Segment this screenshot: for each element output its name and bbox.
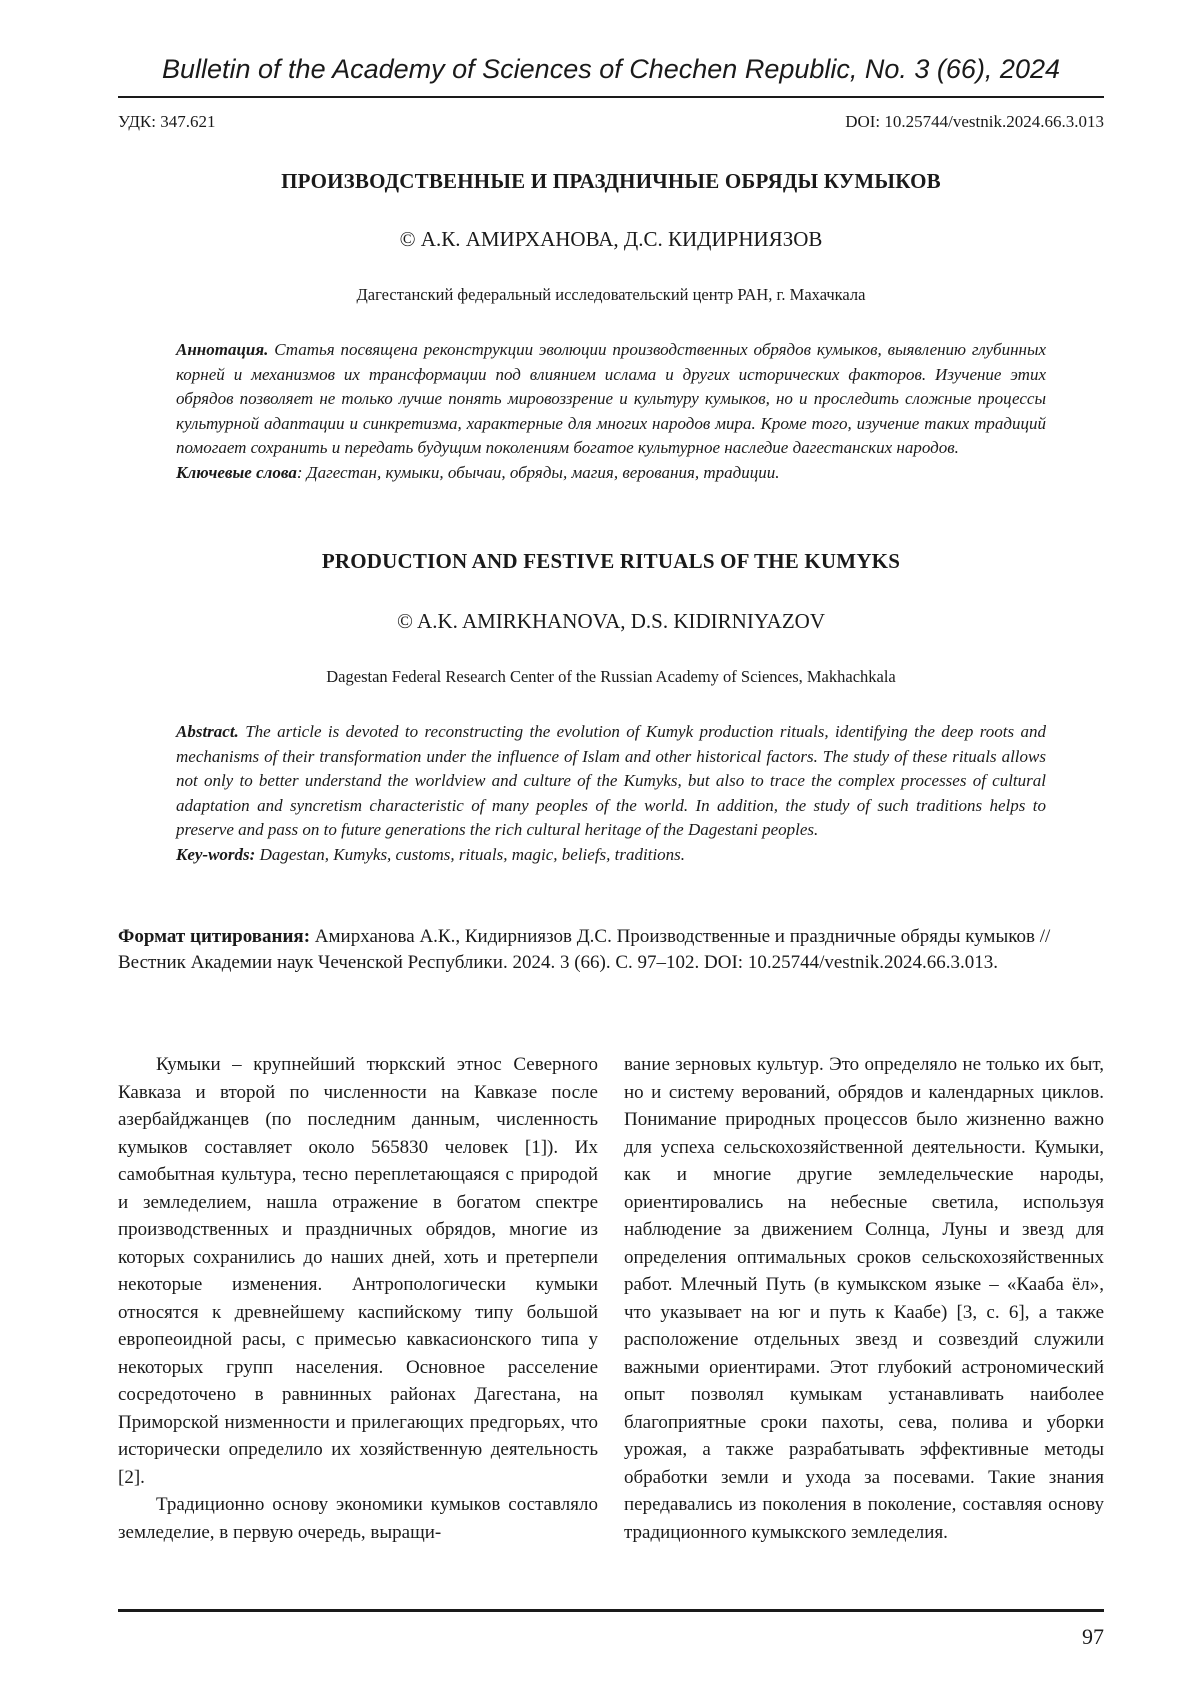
citation-text: Амирханова А.К., Кидирниязов Д.С. Производственные и праздничные обряды кумыков // Вестник Академии наук Чеченской Республики. 2024. 3 (66). С. 97–102. DOI: 10.25744/vestnik.2024.66.3.013.: [118, 926, 1051, 973]
keywords-ru-label: Ключевые слова: [176, 462, 297, 482]
abstract-ru-body: [176, 338, 1046, 461]
authors-ru: © А.К. АМИРХАНОВА, Д.С. КИДИРНИЯЗОВ: [399, 227, 823, 251]
affiliation-ru: Дагестанский федеральный исследовательский центр РАН, г. Махачкала: [356, 285, 866, 304]
authors-en: © A.K. AMIRKHANOVA, D.S. KIDIRNIYAZOV: [397, 609, 825, 633]
title-en: PRODUCTION AND FESTIVE RITUALS OF THE KUMYKS: [321, 549, 901, 573]
title-ru: ПРОИЗВОДСТВЕННЫЕ И ПРАЗДНИЧНЫЕ ОБРЯДЫ КУМЫКОВ: [281, 169, 941, 193]
body-column-right: [624, 1051, 1104, 1546]
body-paragraph: Традиционно основу экономики кумыков составляло земледелие, в первую очередь, выращи-: [118, 1494, 598, 1543]
keywords-en-label: Key-words:: [176, 844, 256, 864]
journal-header: Bulletin of the Academy of Sciences of Chechen Republic, No. 3 (66), 2024: [161, 54, 1060, 84]
doi-link[interactable]: DOI: 10.25744/vestnik.2024.66.3.013: [845, 112, 1104, 131]
page-number: 97: [1082, 1624, 1104, 1649]
header-rule: [118, 96, 1104, 98]
abstract-ru-label: Аннотация.: [176, 340, 269, 359]
abstract-ru: [176, 338, 1046, 485]
abstract-en-body: [176, 720, 1046, 843]
abstract-en: [176, 720, 1046, 867]
udk-code: УДК: 347.621: [118, 112, 216, 131]
body-paragraph: вание зерновых культур. Это определяло не только их быт, но и систему верований, обрядов и календарных циклов. Понимание природных процессов было жизненно важно для успеха сельскохозяйственной деятельности. Кумыки, как и многие другие земледельческие народы, ориентировались на небесные светила, используя наблюдение за движением Солнца, Луны и звезд для определения оптимальных сроков сельскохозяйственных работ. Млечный Путь (в кумыкском языке – «Кааба ёл», что указывает на юг и путь к Каабе) [3, с. 6], а также расположение отдельных звезд и созвездий служили важными ориентирами. Этот глубокий астрономический опыт позволял кумыкам устанавливать наиболее благоприятные сроки пахоты, сева, полива и уборки урожая, а также разрабатывать эффективные методы обработки земли и ухода за посевами. Такие знания передавались из поколения в поколение, составляя основу традиционного кумыкского земледелия.: [624, 1054, 1104, 1543]
keywords-ru-text: : Дагестан, кумыки, обычаи, обряды, магия, верования, традиции.: [296, 462, 780, 482]
abstract-en-text: The article is devoted to reconstructing the evolution of Kumyk production rituals, identifying the deep roots and mechanisms of their transformation under the influence of Islam and other historical factors. The study of these rituals allows not only to better understand the worldview and culture of the Kumyks, but also to trace the complex processes of cultural adaptation and syncretism characteristic of many peoples of the world. In addition, the study of such traditions helps to preserve and pass on to future generations the rich cultural heritage of the Dagestani peoples.: [176, 722, 1046, 839]
citation-label: Формат цитирования:: [118, 926, 311, 947]
body-paragraph: Кумыки – крупнейший тюркский этнос Северного Кавказа и второй по численности на Кавказе после азербайджанцев (по последним данным, численность кумыков составляет около 565830 человек [1]). Их самобытная культура, тесно переплетающаяся с природой и земледелием, нашла отражение в богатом спектре производственных и праздничных обрядов, многие из которых сохранились до наших дней, хоть и претерпели некоторые изменения. Антропологически кумыки относятся к древнейшему каспийскому типу большой европеоидной расы, с примесью кавкасионского типа у некоторых групп населения. Основное расселение сосредоточено в равнинных районах Дагестана, на Приморской низменности и прилегающих предгорьях, что исторически определило их хозяйственную деятельность [2].: [118, 1054, 598, 1488]
affiliation-en: Dagestan Federal Research Center of the Russian Academy of Sciences, Makhachkala: [326, 667, 896, 686]
footer-rule: [118, 1609, 1104, 1612]
keywords-en: [176, 843, 1046, 868]
body-column-left: [118, 1051, 598, 1546]
keywords-en-text: Dagestan, Kumyks, customs, rituals, magic, beliefs, traditions.: [255, 844, 686, 864]
keywords-ru: [176, 461, 1046, 486]
citation-format: [118, 924, 1104, 976]
abstract-ru-text: Статья посвящена реконструкции эволюции производственных обрядов кумыков, выявлению глубинных корней и механизмов их трансформации под влиянием ислама и других исторических факторов. Изучение этих обрядов позволяет не только лучше понять мировоззрение и культуру кумыков, но и проследить сложные процессы культурной адаптации и синкретизма, характерные для многих народов мира. Кроме того, изучение таких традиций помогает сохранить и передать будущим поколениям богатое культурное наследие дагестанских народов.: [176, 340, 1046, 457]
abstract-en-label: Abstract.: [176, 722, 239, 741]
